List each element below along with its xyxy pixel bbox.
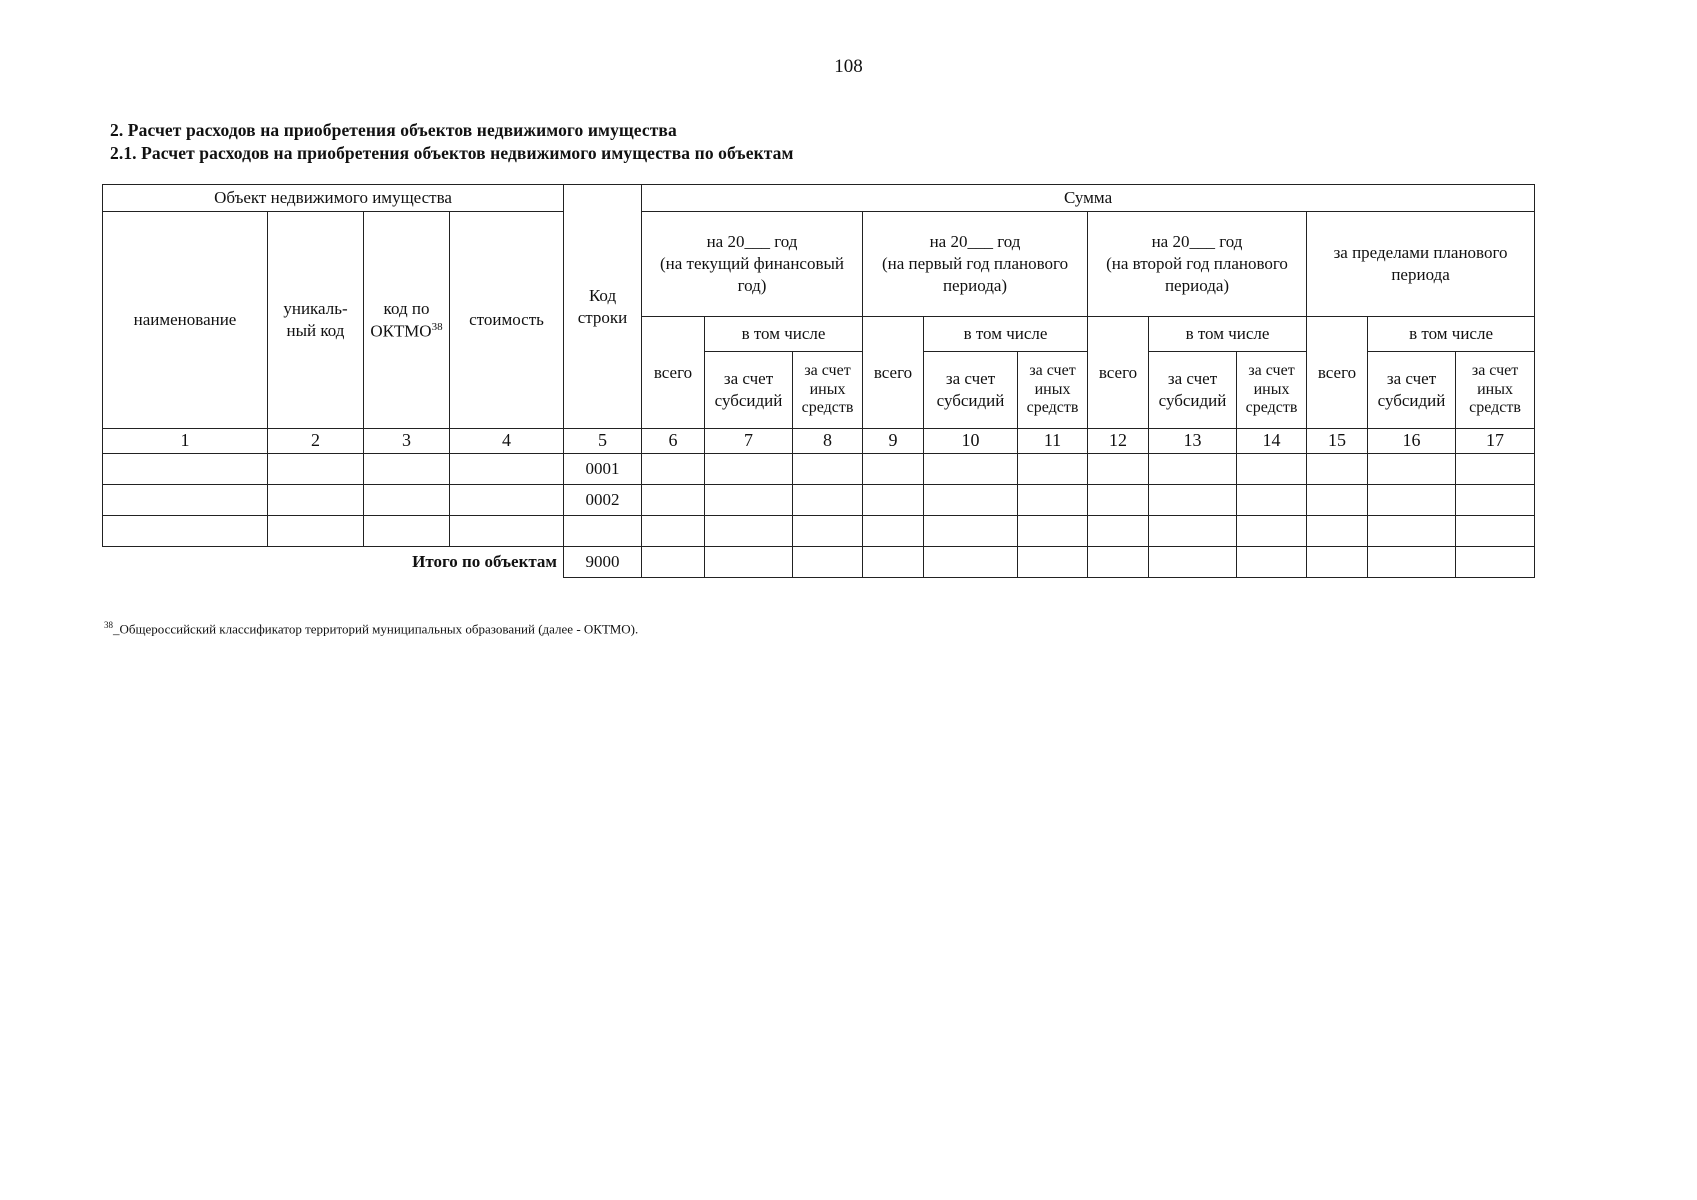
column-number: 2 bbox=[268, 429, 364, 454]
value-cell[interactable] bbox=[642, 547, 705, 578]
column-number: 12 bbox=[1088, 429, 1149, 454]
value-cell[interactable] bbox=[1456, 516, 1535, 547]
value-cell[interactable] bbox=[1149, 516, 1237, 547]
footnote-text: _Общероссийский классификатор территорий муниципальных образований (далее - ОКТМО). bbox=[113, 621, 639, 637]
subsection-heading: 2.1. Расчет расходов на приобретения объектов недвижимого имущества по объектам bbox=[110, 143, 794, 163]
value-cell[interactable] bbox=[1088, 516, 1149, 547]
total-row bbox=[103, 547, 1535, 578]
value-cell[interactable] bbox=[1018, 516, 1088, 547]
value-cell[interactable] bbox=[1237, 547, 1307, 578]
value-cell[interactable] bbox=[863, 547, 924, 578]
table-row bbox=[103, 516, 1535, 547]
table-row bbox=[103, 454, 1535, 485]
value-cell[interactable] bbox=[1368, 485, 1456, 516]
column-number: 13 bbox=[1149, 429, 1237, 454]
object-group-header: Объект недвижимого имущества bbox=[103, 185, 564, 212]
value-cell[interactable] bbox=[705, 547, 793, 578]
row-code-cell bbox=[564, 516, 642, 547]
value-cell[interactable] bbox=[1456, 547, 1535, 578]
value-cell[interactable] bbox=[1368, 516, 1456, 547]
column-number: 6 bbox=[642, 429, 705, 454]
value-cell[interactable] bbox=[642, 516, 705, 547]
column-number: 8 bbox=[793, 429, 863, 454]
value-cell[interactable] bbox=[1368, 454, 1456, 485]
column-number: 15 bbox=[1307, 429, 1368, 454]
subsidies-header: за счет субсидий bbox=[1149, 352, 1237, 429]
other-funds-header: за счет иных средств bbox=[793, 352, 863, 429]
value-cell[interactable] bbox=[924, 485, 1018, 516]
value-cell[interactable] bbox=[1149, 454, 1237, 485]
value-cell[interactable] bbox=[793, 485, 863, 516]
value-cell[interactable] bbox=[1307, 454, 1368, 485]
value-cell[interactable] bbox=[1456, 485, 1535, 516]
total-row-code: 9000 bbox=[564, 547, 642, 578]
footnote-mark: 38 bbox=[104, 620, 113, 630]
value-cell[interactable] bbox=[924, 547, 1018, 578]
name-cell[interactable] bbox=[103, 454, 268, 485]
row-code-cell: 0001 bbox=[564, 454, 642, 485]
value-cell[interactable] bbox=[1018, 485, 1088, 516]
value-cell[interactable] bbox=[1307, 547, 1368, 578]
unique-code-cell[interactable] bbox=[268, 516, 364, 547]
value-cell[interactable] bbox=[863, 485, 924, 516]
unique-code-cell[interactable] bbox=[268, 454, 364, 485]
value-cell[interactable] bbox=[924, 516, 1018, 547]
including-header: в том числе bbox=[1149, 317, 1307, 352]
value-cell[interactable] bbox=[1237, 516, 1307, 547]
value-cell[interactable] bbox=[642, 485, 705, 516]
period-beyond-plan-header: за пределами планового периода bbox=[1307, 212, 1535, 317]
table-row bbox=[103, 485, 1535, 516]
value-cell[interactable] bbox=[1368, 547, 1456, 578]
footnote bbox=[104, 620, 638, 637]
other-funds-header: за счет иных средств bbox=[1018, 352, 1088, 429]
value-cell[interactable] bbox=[1456, 454, 1535, 485]
value-cell[interactable] bbox=[1018, 454, 1088, 485]
value-cell[interactable] bbox=[793, 547, 863, 578]
column-number: 17 bbox=[1456, 429, 1535, 454]
column-number: 7 bbox=[705, 429, 793, 454]
section-heading: 2. Расчет расходов на приобретения объектов недвижимого имущества bbox=[110, 120, 677, 140]
period-second-plan-header: на 20___ год (на второй год планового периода) bbox=[1088, 212, 1307, 317]
value-cell[interactable] bbox=[1018, 547, 1088, 578]
value-cell[interactable] bbox=[705, 454, 793, 485]
subsidies-header: за счет субсидий bbox=[1368, 352, 1456, 429]
expense-calculation-table bbox=[102, 184, 1535, 578]
cost-header: стоимость bbox=[450, 212, 564, 429]
other-funds-header: за счет иных средств bbox=[1456, 352, 1535, 429]
sum-group-header: Сумма bbox=[642, 185, 1535, 212]
cost-cell[interactable] bbox=[450, 485, 564, 516]
value-cell[interactable] bbox=[793, 454, 863, 485]
value-cell[interactable] bbox=[924, 454, 1018, 485]
total-header: всего bbox=[1307, 317, 1368, 429]
value-cell[interactable] bbox=[1149, 547, 1237, 578]
other-funds-header: за счет иных средств bbox=[1237, 352, 1307, 429]
value-cell[interactable] bbox=[1088, 547, 1149, 578]
value-cell[interactable] bbox=[1237, 485, 1307, 516]
including-header: в том числе bbox=[1368, 317, 1535, 352]
value-cell[interactable] bbox=[1088, 485, 1149, 516]
value-cell[interactable] bbox=[863, 454, 924, 485]
value-cell[interactable] bbox=[1088, 454, 1149, 485]
column-number: 14 bbox=[1237, 429, 1307, 454]
subsidies-header: за счет субсидий bbox=[924, 352, 1018, 429]
period-first-plan-header: на 20___ год (на первый год планового периода) bbox=[863, 212, 1088, 317]
unique-code-cell[interactable] bbox=[268, 485, 364, 516]
column-number: 5 bbox=[564, 429, 642, 454]
oktmo-header: код по ОКТМО$^{38}$ bbox=[364, 212, 450, 429]
including-header: в том числе bbox=[705, 317, 863, 352]
oktmo-cell[interactable] bbox=[364, 516, 450, 547]
name-cell[interactable] bbox=[103, 516, 268, 547]
including-header: в том числе bbox=[924, 317, 1088, 352]
column-number: 3 bbox=[364, 429, 450, 454]
name-header: наименование bbox=[103, 212, 268, 429]
value-cell[interactable] bbox=[793, 516, 863, 547]
name-cell[interactable] bbox=[103, 485, 268, 516]
column-number: 16 bbox=[1368, 429, 1456, 454]
column-number: 11 bbox=[1018, 429, 1088, 454]
oktmo-cell[interactable] bbox=[364, 485, 450, 516]
unique-code-header: уникаль-ный код bbox=[268, 212, 364, 429]
cost-cell[interactable] bbox=[450, 454, 564, 485]
total-header: всего bbox=[1088, 317, 1149, 429]
value-cell[interactable] bbox=[705, 485, 793, 516]
value-cell[interactable] bbox=[863, 516, 924, 547]
value-cell[interactable] bbox=[642, 454, 705, 485]
row-code-cell: 0002 bbox=[564, 485, 642, 516]
value-cell[interactable] bbox=[1307, 516, 1368, 547]
total-row-label: Итого по объектам bbox=[103, 547, 564, 578]
column-number: 10 bbox=[924, 429, 1018, 454]
value-cell[interactable] bbox=[1307, 485, 1368, 516]
row-code-header: Код строки bbox=[564, 185, 642, 429]
value-cell[interactable] bbox=[705, 516, 793, 547]
page-number: 108 bbox=[834, 56, 863, 77]
column-number: 9 bbox=[863, 429, 924, 454]
value-cell[interactable] bbox=[1149, 485, 1237, 516]
oktmo-cell[interactable] bbox=[364, 454, 450, 485]
total-header: всего bbox=[863, 317, 924, 429]
total-header: всего bbox=[642, 317, 705, 429]
column-number: 1 bbox=[103, 429, 268, 454]
period-current-header: на 20___ год (на текущий финансовый год) bbox=[642, 212, 863, 317]
cost-cell[interactable] bbox=[450, 516, 564, 547]
footnote-ref: 38 bbox=[431, 320, 443, 333]
subsidies-header: за счет субсидий bbox=[705, 352, 793, 429]
column-number: 4 bbox=[450, 429, 564, 454]
value-cell[interactable] bbox=[1237, 454, 1307, 485]
